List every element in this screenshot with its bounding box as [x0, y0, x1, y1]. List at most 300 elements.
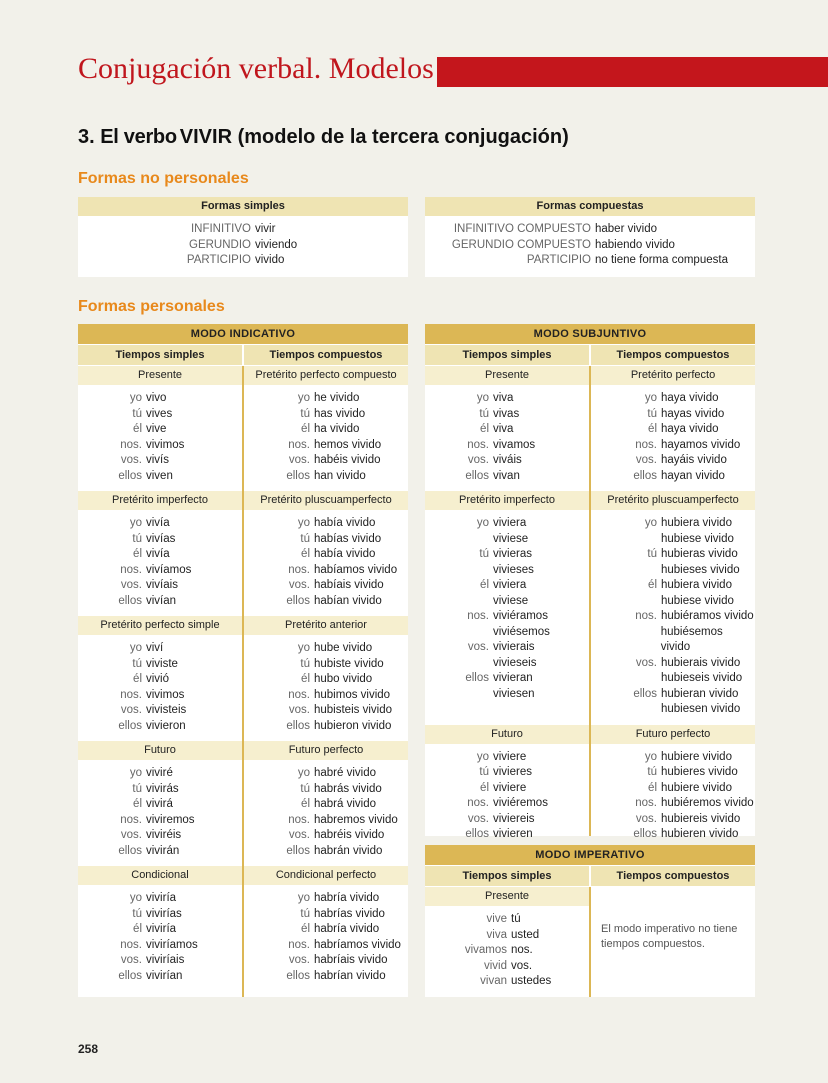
pronoun-label: yo — [129, 642, 142, 654]
imp-simple-header: Tiempos simples — [425, 866, 589, 886]
verb-form: viviese — [493, 532, 529, 545]
conj-row — [244, 641, 408, 657]
verb-form: vivan — [493, 469, 520, 482]
verb-form: vivió — [146, 673, 170, 685]
verb-form: viviera — [493, 579, 527, 591]
verb-form: habían vivido — [314, 594, 382, 607]
tense-label: Pretérito imperfecto — [78, 491, 242, 510]
conj-row — [425, 547, 589, 563]
conj-row — [78, 438, 242, 454]
conj-row — [425, 943, 589, 959]
verb-form: hubiesen vivido — [661, 703, 741, 715]
pronoun-label: nos. — [288, 563, 310, 576]
pronoun-label: nos. — [120, 438, 142, 451]
pronoun-label: tú — [132, 657, 142, 670]
conj-row — [591, 796, 755, 812]
pronoun-label: nos. — [288, 438, 310, 451]
pronoun-label: tú — [479, 407, 489, 420]
conj-row — [425, 422, 589, 438]
pronoun-label: nos. — [120, 938, 142, 951]
verb-form: hubieren vivido — [661, 828, 739, 840]
pronoun-label: ellos — [118, 469, 142, 482]
pronoun-label: vivid — [483, 959, 507, 972]
pronoun-label: vos. — [635, 656, 657, 669]
conj-row — [78, 891, 242, 907]
conj-row — [244, 578, 408, 594]
pronoun-label: él — [133, 923, 142, 935]
conj-row — [244, 891, 408, 907]
conj-row — [78, 828, 242, 844]
conj-row — [244, 766, 408, 782]
pronoun-label: ellos — [465, 469, 489, 482]
pronoun-label: él — [301, 798, 310, 810]
page-number: 258 — [78, 1042, 99, 1056]
verb-form: viviéramos — [493, 610, 548, 622]
conj-row — [425, 928, 589, 944]
conj-row — [244, 657, 408, 673]
np-row — [78, 222, 408, 238]
conj-row — [591, 765, 755, 781]
form-value: habiendo vivido — [595, 238, 675, 251]
conj-row — [78, 563, 242, 579]
form-value: no tiene forma compuesta — [595, 254, 728, 266]
imp-note: El modo imperativo no tiene tiempos compuestos. — [601, 923, 738, 950]
imperative-table — [425, 845, 755, 997]
conj-row — [244, 672, 408, 688]
conj-row — [244, 422, 408, 438]
conj-row — [244, 813, 408, 829]
form-label: INFINITIVO — [190, 223, 251, 235]
verb-form: vivamos — [493, 438, 536, 451]
pronoun-label: vos. — [288, 454, 310, 466]
verb-form: hubieran vivido — [661, 687, 739, 700]
verb-form: hubiste vivido — [314, 657, 384, 670]
conj-row — [425, 453, 589, 469]
conj-row — [244, 797, 408, 813]
pronoun-label: ellos — [118, 969, 142, 982]
verb-form: vivirá — [146, 798, 173, 810]
header-bar — [437, 57, 828, 87]
verb-form: vivieren — [493, 828, 533, 840]
conj-row — [244, 407, 408, 423]
conj-row — [591, 656, 755, 672]
form-label: GERUNDIO COMPUESTO — [451, 238, 591, 251]
verb-form: viviremos — [146, 813, 195, 826]
pronoun-label: tú — [132, 907, 142, 920]
conj-row — [425, 391, 589, 407]
conj-row — [244, 391, 408, 407]
verb-form: vivirían — [146, 969, 183, 982]
pronoun-label: ellos — [118, 844, 142, 857]
verb-form: vivieses — [493, 563, 534, 576]
pronoun-label: tú — [300, 407, 310, 420]
np-row — [425, 222, 755, 238]
pronoun-label: vos. — [288, 704, 310, 716]
conj-row — [591, 687, 755, 703]
conj-row — [244, 516, 408, 532]
conj-row — [425, 532, 589, 548]
pronoun-label: tú — [479, 548, 489, 560]
pronoun-label: él — [480, 423, 489, 435]
verb-form: he vivido — [314, 392, 360, 404]
conj-row — [425, 594, 589, 610]
verb-form: vivo — [146, 392, 167, 404]
verb-form: vivía — [146, 548, 170, 560]
sub-simple-header: Tiempos simples — [425, 345, 589, 365]
pronoun-label: nos. — [288, 688, 310, 701]
verb-form: habrías vivido — [314, 907, 385, 920]
verb-form: habríamos vivido — [314, 938, 401, 951]
form-value: vivido — [255, 254, 285, 266]
np-row — [425, 238, 755, 254]
pronoun-label: viva — [486, 928, 507, 941]
conj-row — [591, 594, 755, 610]
tense-label: Pretérito perfecto — [591, 366, 755, 385]
subjunctive-title: MODO SUBJUNTIVO — [425, 324, 755, 344]
pronoun-label: vos. — [120, 954, 142, 966]
conj-row — [425, 407, 589, 423]
conj-row — [78, 969, 242, 985]
verb-form: vivieron — [146, 719, 186, 732]
verb-form: hayáis vivido — [661, 454, 727, 466]
pronoun-label — [591, 671, 661, 687]
np-heading: Formas no personales — [78, 170, 249, 187]
verb-form: viviré — [146, 767, 173, 779]
verb-form: viviría — [146, 923, 177, 935]
verb-form: ustedes — [511, 975, 552, 987]
conj-row — [244, 828, 408, 844]
verb-form: hubiéramos vivido — [661, 610, 754, 622]
pronoun-label — [591, 702, 661, 718]
conj-row — [591, 422, 755, 438]
pronoun-label: vos. — [288, 579, 310, 591]
verb-form: hube vivido — [314, 642, 373, 654]
section-title-prefix: El verbo — [100, 126, 177, 148]
form-value: haber vivido — [595, 223, 658, 235]
conj-row — [425, 687, 589, 703]
verb-form: hubimos vivido — [314, 688, 391, 701]
pronoun-label — [425, 563, 493, 579]
verb-form: vivirías — [146, 907, 182, 920]
tense-label: Pretérito pluscuamperfecto — [244, 491, 408, 510]
pronoun-label: nos. — [120, 688, 142, 701]
conj-row — [78, 516, 242, 532]
conj-row — [244, 922, 408, 938]
verb-form: habríais vivido — [314, 954, 388, 966]
conj-row — [78, 688, 242, 704]
conj-row — [78, 797, 242, 813]
pronoun-label: ellos — [286, 594, 310, 607]
conj-row — [244, 453, 408, 469]
conj-row — [244, 953, 408, 969]
verb-form: viva — [493, 423, 514, 435]
verb-form: viviéremos — [493, 797, 548, 809]
verb-form: hayan vivido — [661, 469, 725, 482]
conj-row — [244, 719, 408, 735]
verb-form: vivieras — [493, 548, 532, 560]
pronoun-label: tú — [300, 532, 310, 545]
form-value: viviendo — [255, 238, 298, 251]
conj-row — [591, 563, 755, 579]
pronoun-label — [591, 625, 661, 656]
tense-label: Pretérito perfecto compuesto — [244, 366, 408, 385]
conj-row — [244, 688, 408, 704]
pronoun-label: nos. — [288, 813, 310, 826]
conj-row — [425, 640, 589, 656]
tense-label: Futuro perfecto — [244, 741, 408, 760]
verb-form: hubo vivido — [314, 673, 373, 685]
verb-form: ha vivido — [314, 423, 360, 435]
conj-row — [78, 391, 242, 407]
form-label: PARTICIPIO — [186, 254, 251, 266]
pronoun-label — [425, 656, 493, 672]
conj-row — [425, 656, 589, 672]
section-number: 3. — [78, 126, 95, 148]
ind-simple-header: Tiempos simples — [78, 345, 242, 365]
conj-row — [425, 959, 589, 975]
verb-form: vivieran — [493, 672, 533, 684]
pronoun-label: ellos — [286, 844, 310, 857]
verb-form: vivisteis — [146, 704, 187, 716]
pronoun-label — [591, 594, 661, 610]
pronoun-label: él — [133, 423, 142, 435]
conj-row — [78, 578, 242, 594]
verb-form: viviere — [493, 750, 527, 763]
conj-row — [591, 469, 755, 485]
pronoun-label — [591, 563, 661, 579]
verb-form: hubieseis vivido — [661, 672, 743, 684]
np-row — [78, 253, 408, 269]
verb-form: hubieras vivido — [661, 548, 738, 560]
pronoun-label: tú — [132, 782, 142, 795]
verb-form: viviríais — [146, 954, 185, 966]
pronoun-label: yo — [644, 392, 657, 404]
pronoun-label: tú — [132, 532, 142, 545]
np-simple-title: Formas simples — [78, 197, 408, 216]
form-label: INFINITIVO COMPUESTO — [453, 223, 591, 235]
conj-row — [425, 516, 589, 532]
pronoun-label: ellos — [633, 828, 657, 840]
pronoun-label: tú — [300, 657, 310, 670]
verb-form: hubiereis vivido — [661, 812, 741, 825]
pronoun-label: tú — [647, 766, 657, 778]
ind-comp-header: Tiempos compuestos — [244, 345, 408, 365]
pronoun-label: nos. — [635, 797, 657, 809]
conj-row — [244, 563, 408, 579]
verb-form: viví — [146, 642, 164, 654]
conj-row — [425, 796, 589, 812]
conj-row — [425, 438, 589, 454]
pronoun-label: vos. — [288, 954, 310, 966]
pronoun-label: vos. — [120, 829, 142, 841]
tense-label: Pretérito anterior — [244, 616, 408, 635]
verb-form: viviréis — [146, 829, 182, 841]
verb-form: hubiera vivido — [661, 579, 732, 591]
pronoun-label: yo — [297, 642, 310, 654]
verb-form: hubiese vivido — [661, 594, 734, 607]
pronoun-label: vos. — [120, 454, 142, 466]
conj-row — [78, 469, 242, 485]
conj-row — [591, 438, 755, 454]
verb-form: habré vivido — [314, 767, 377, 779]
conj-row — [244, 469, 408, 485]
pronoun-label: yo — [297, 517, 310, 529]
pronoun-label: tú — [300, 782, 310, 795]
pronoun-label: vos. — [120, 579, 142, 591]
conj-row — [244, 844, 408, 860]
pronoun-label: ellos — [286, 969, 310, 982]
conj-row — [425, 578, 589, 594]
conj-row — [244, 438, 408, 454]
conj-row — [78, 922, 242, 938]
conj-row — [244, 782, 408, 798]
pronoun-label: yo — [129, 892, 142, 904]
conj-row — [425, 625, 589, 641]
subjunctive-table — [425, 324, 755, 840]
verb-form: vivís — [146, 454, 169, 466]
verb-form: viviríamos — [146, 938, 198, 951]
tense-label: Condicional perfecto — [244, 866, 408, 885]
verb-form: viváis — [493, 454, 522, 466]
tense-label: Futuro perfecto — [591, 725, 755, 744]
pronoun-label: yo — [476, 750, 489, 763]
conj-row — [425, 765, 589, 781]
chapter-title: Conjugación verbal. Modelos — [78, 52, 434, 85]
pronoun-label: tú — [132, 407, 142, 420]
pronoun-label: yo — [129, 392, 142, 404]
pronoun-label: él — [301, 673, 310, 685]
pronoun-label: ellos — [286, 469, 310, 482]
conj-row — [78, 719, 242, 735]
pronoun-label: yo — [476, 517, 489, 529]
verb-form: vivimos — [146, 438, 185, 451]
conj-row — [78, 641, 242, 657]
pronoun-label: tú — [647, 407, 657, 420]
verb-form: viviere — [493, 781, 527, 794]
pronoun-label — [425, 594, 493, 610]
pronoun-label: él — [301, 548, 310, 560]
verb-form: habíamos vivido — [314, 563, 398, 576]
conj-row — [244, 907, 408, 923]
pronoun-label: tú — [479, 766, 489, 778]
verb-form: vivíais — [146, 579, 178, 591]
tense-label: Futuro — [78, 741, 242, 760]
conj-row — [591, 532, 755, 548]
conj-row — [78, 672, 242, 688]
verb-form: hubieres vivido — [661, 766, 738, 778]
pronoun-label — [591, 532, 661, 548]
indicative-title: MODO INDICATIVO — [78, 324, 408, 344]
pronoun-label: nos. — [467, 438, 489, 451]
verb-form: has vivido — [314, 407, 366, 420]
pronoun-label: nos. — [120, 563, 142, 576]
verb-form: hubieron vivido — [314, 719, 392, 732]
verb-form: vive — [146, 423, 167, 435]
conj-row — [591, 812, 755, 828]
verb-form: hubiésemos vivido — [660, 625, 723, 653]
verb-form: viva — [493, 392, 514, 404]
verb-form: habréis vivido — [314, 829, 385, 841]
conj-row — [425, 827, 589, 843]
verb-form: vivías — [146, 532, 176, 545]
verb-form: habrá vivido — [314, 798, 377, 810]
conj-row — [78, 938, 242, 954]
verb-form: han vivido — [314, 469, 366, 482]
conj-row — [78, 547, 242, 563]
conj-row — [78, 532, 242, 548]
verb-form: habías vivido — [314, 532, 382, 545]
verb-form: habremos vivido — [314, 813, 398, 826]
pronoun-label: yo — [297, 767, 310, 779]
verb-form: hubisteis vivido — [314, 704, 392, 716]
pronoun-label: vos. — [288, 829, 310, 841]
verb-form: había vivido — [314, 548, 376, 560]
pronoun-label — [425, 532, 493, 548]
verb-form: hubierais vivido — [661, 656, 741, 669]
pronoun-label: nos. — [467, 610, 489, 622]
conj-row — [591, 625, 755, 656]
verb-form: vivierais — [493, 641, 535, 653]
verb-form: hubiese vivido — [661, 532, 734, 545]
conj-row — [591, 407, 755, 423]
pronoun-label: él — [301, 923, 310, 935]
tense-label: Futuro — [425, 725, 589, 744]
verb-form: habíais vivido — [314, 579, 384, 591]
pronoun-label: yo — [297, 392, 310, 404]
form-label: PARTICIPIO — [526, 254, 591, 266]
form-label: GERUNDIO — [189, 238, 251, 251]
conj-row — [244, 969, 408, 985]
conj-row — [425, 469, 589, 485]
verb-form: viviésemos — [493, 625, 550, 638]
verb-form: vivieseis — [493, 656, 537, 669]
pronoun-label: él — [648, 781, 657, 794]
conj-row — [78, 907, 242, 923]
conj-row — [78, 813, 242, 829]
conj-row — [425, 750, 589, 766]
conj-row — [78, 422, 242, 438]
conj-row — [591, 609, 755, 625]
pronoun-label: yo — [476, 392, 489, 404]
pronoun-label: nos. — [467, 797, 489, 809]
verb-form: hemos vivido — [314, 438, 382, 451]
tense-label: Condicional — [78, 866, 242, 885]
pronoun-label: yo — [129, 517, 142, 529]
conj-row — [591, 702, 755, 718]
verb-form: viviste — [146, 657, 178, 670]
pronoun-label: él — [133, 548, 142, 560]
conj-row — [78, 844, 242, 860]
pronoun-label: nos. — [120, 813, 142, 826]
conj-row — [78, 407, 242, 423]
verb-form: vivimos — [146, 688, 185, 701]
pronoun-label: yo — [129, 767, 142, 779]
pronoun-label — [425, 687, 493, 703]
pronoun-label: vivamos — [464, 944, 507, 956]
conj-row — [591, 750, 755, 766]
conj-row — [78, 703, 242, 719]
conj-row — [425, 563, 589, 579]
pronoun-label: ellos — [633, 469, 657, 482]
verb-form: viviese — [493, 594, 529, 607]
verb-form: tú — [511, 913, 521, 925]
verb-form: hayas vivido — [661, 407, 725, 420]
conj-row — [591, 391, 755, 407]
verb-form: vivirás — [146, 782, 179, 795]
section-verb: VIVIR — [179, 126, 233, 148]
pronoun-label: él — [480, 781, 489, 794]
conj-row — [244, 703, 408, 719]
